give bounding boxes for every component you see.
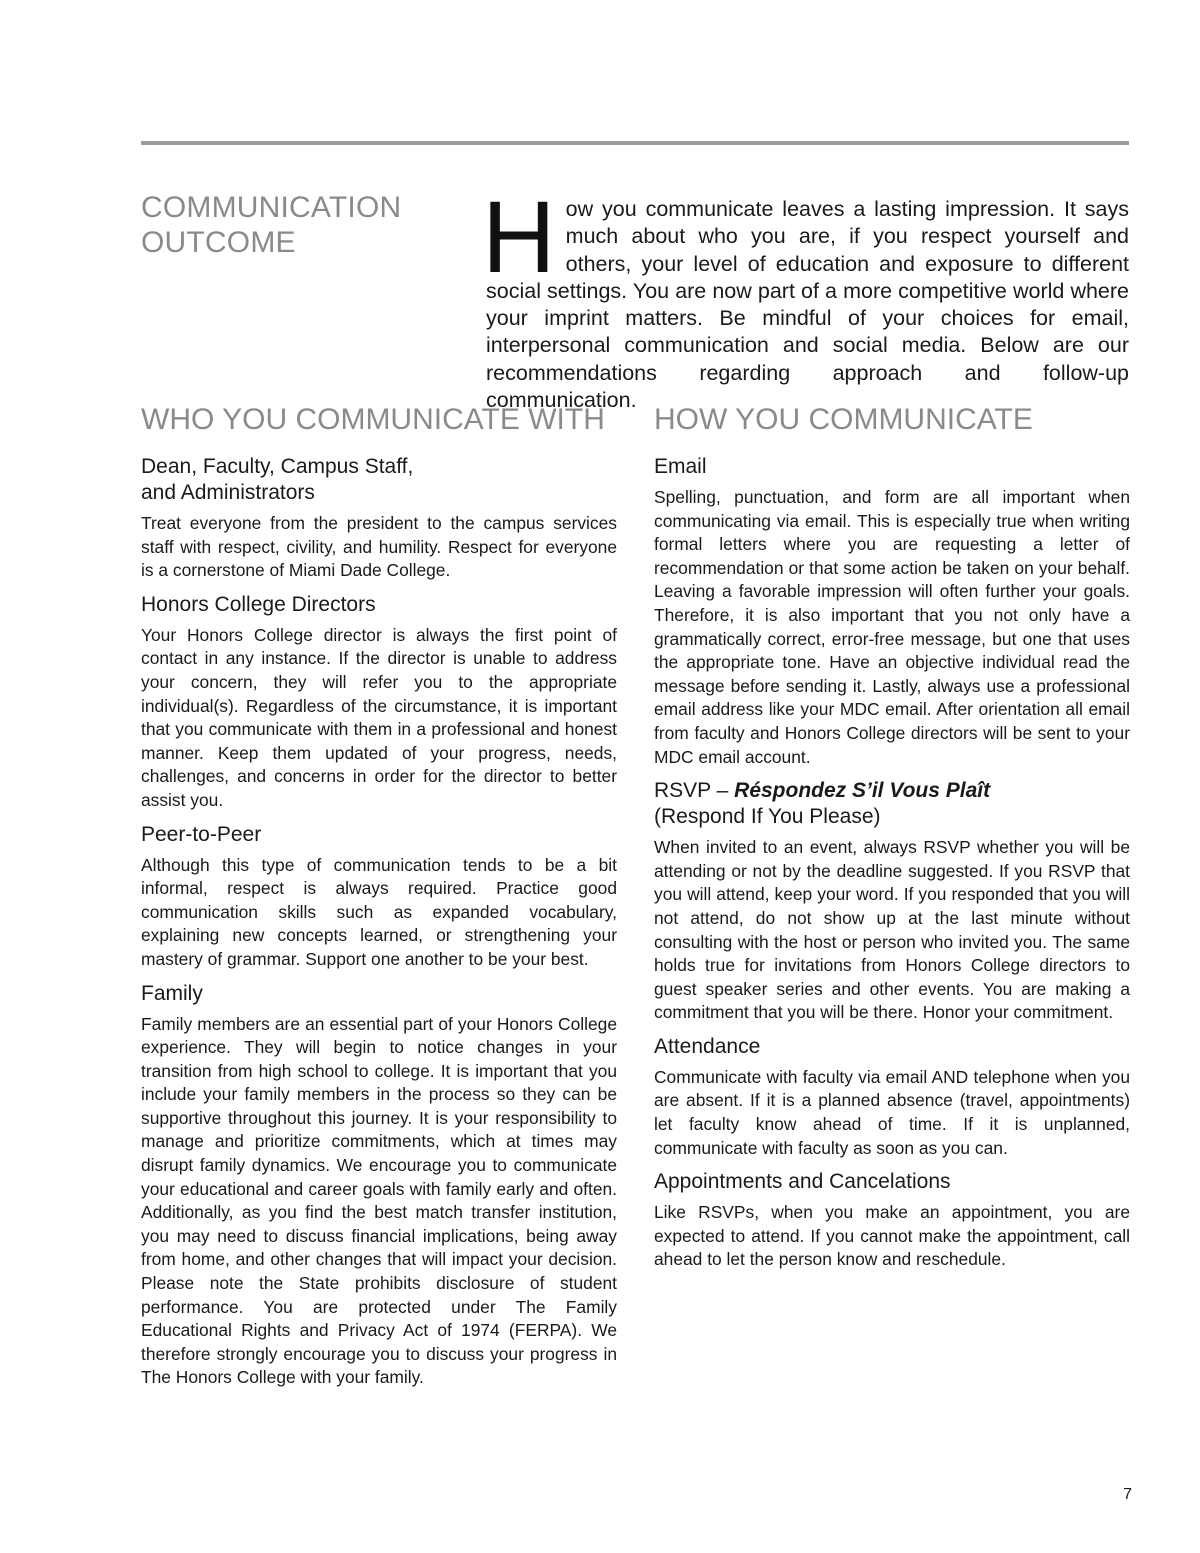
rsvp-title-prefix: RSVP –	[654, 779, 735, 803]
subsection-title-dean-faculty	[141, 454, 617, 506]
paragraph-appointments: Like RSVPs, when you make an appointment, you are expected to attend. If you cannot make the appointment, call ahead to let the person know and reschedule.	[654, 1202, 1130, 1270]
paragraph-rsvp: When invited to an event, always RSVP whether you will be attending or not by the deadline suggested. If you RSVP that you will attend, keep your word. If you responded that you will not attend, do not show up at the last minute without consulting with the host or person who invited you. The same holds true for invitations from Honors College directors to guest speaker series and other events. You are making a commitment that you will be there. Honor your commitment.	[654, 837, 1130, 1023]
subsection-title-email: Email	[654, 455, 707, 478]
subsection-title-peer: Peer-to-Peer	[141, 822, 262, 846]
subsection-title-family: Family	[141, 981, 203, 1005]
intro-paragraph	[482, 180, 1129, 414]
subsection-title-line2: and Administrators	[141, 481, 315, 504]
intro-dropcap: H	[482, 180, 556, 294]
subsection-title-attendance: Attendance	[654, 1034, 761, 1058]
subsection-title-rsvp	[654, 778, 1130, 830]
paragraph-family: Family members are an essential part of your Honors College experience. They will begin to notice changes in your transition from high school to college. It is important that you include your family members in the process so they can be supportive throughout this journey. It is your responsibility to manage and prioritize commitments, which at times may disrupt family dynamics. We encourage you to communicate your educational and career goals with family early and often. Additionally, as you find the best match transfer institution, you may need to discuss financial implications, being away from home, and other changes that will impact your decision. Please note the State prohibits disclosure of student performance. You are protected under The Family Educational Rights and Privacy Act of 1974 (FERPA). We therefore strongly encourage you to discuss your progress in The Honors College with your family.	[141, 1013, 617, 1388]
intro-text: ow you communicate leaves a lasting impression. It says much about who you are, if you respect yourself and others, your level of education and exposure to different social settings. You are now part of a more competitive world where your imprint matters. Be mindful of your choices for email, interpersonal communication and social media. Below are our recommendations regarding approach and follow-up communication.	[486, 197, 1129, 413]
section-title	[141, 190, 441, 260]
subsection-title-directors: Honors College Directors	[141, 592, 376, 616]
section-title-line1: COMMUNICATION	[141, 191, 402, 224]
left-column-heading: WHO YOU COMMUNICATE WITH	[141, 403, 605, 436]
paragraph-dean-faculty: Treat everyone from the president to the campus services staff with respect, civility, and humility. Respect for everyone is a cornerstone of Miami Dade College.	[141, 513, 617, 581]
top-divider-rule	[141, 141, 1129, 145]
right-column-heading: HOW YOU COMMUNICATE	[654, 403, 1033, 436]
subsection-title-appointments: Appointments and Cancelations	[654, 1170, 951, 1194]
rsvp-title-line1	[654, 778, 1130, 804]
paragraph-attendance: Communicate with faculty via email AND telephone when you are absent. If it is a planned absence (travel, appointments) let faculty know ahead of time. If it is unplanned, communicate with faculty as soon as you can.	[654, 1066, 1130, 1158]
page-number: 7	[1123, 1486, 1132, 1503]
paragraph-peer: Although this type of communication tends to be a bit informal, respect is always required. Practice good communication skills such as expanded vocabulary, explaining new concepts learned, or strengthening your mastery of grammar. Support one another to be your best.	[141, 854, 617, 969]
left-column	[141, 400, 617, 1399]
paragraph-email: Spelling, punctuation, and form are all important when communicating via email. This is especially true when writing formal letters where you are requesting a letter of recommendation or that some action be taken on your behalf. Leaving a favorable impression will often further your goals. Therefore, it is also important that you not only have a grammatically correct, error-free message, but one that uses the appropriate tone. Have an objective individual read the message before sending it. Lastly, always use a professional email address like your MDC email. After orientation all email from faculty and Honors College directors will be sent to your MDC email account.	[654, 487, 1130, 767]
rsvp-title-emphasis: Réspondez S’il Vous Plaît	[734, 779, 991, 803]
paragraph-directors: Your Honors College director is always the first point of contact in any instance. If the director is unable to address your concern, they will refer you to the appropriate individual(s). Regardless of the circumstance, it is important that you communicate with them in a professional and honest manner. Keep them updated of your progress, needs, challenges, and concerns in order for the director to better assist you.	[141, 624, 617, 810]
right-column	[654, 400, 1130, 1281]
subsection-title-line1: Dean, Faculty, Campus Staff,	[141, 455, 414, 478]
section-title-line2: OUTCOME	[141, 226, 296, 259]
rsvp-title-line2: (Respond If You Please)	[654, 805, 881, 829]
